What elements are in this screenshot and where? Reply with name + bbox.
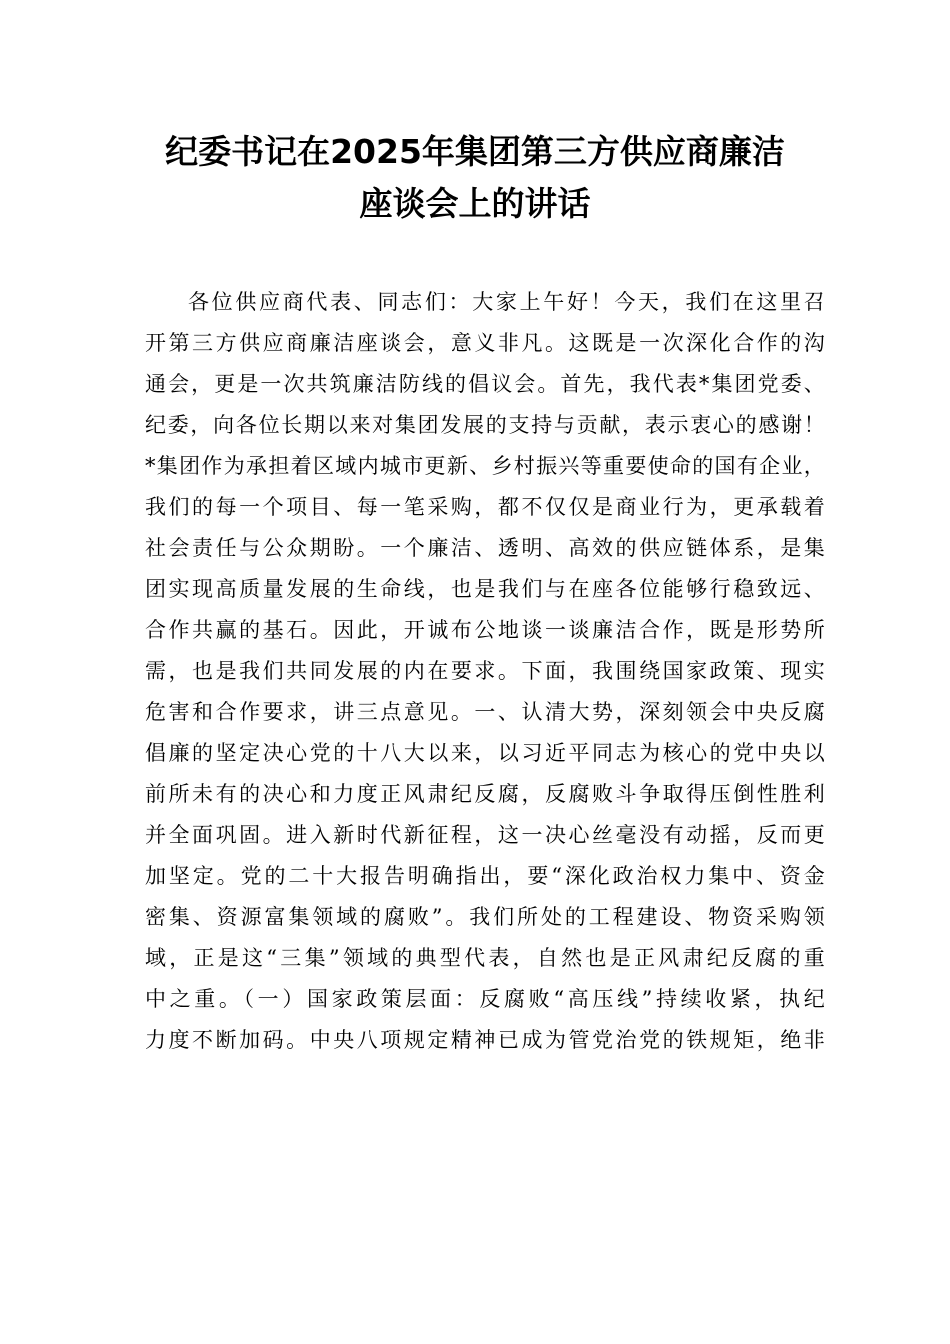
body-line: 各位供应商代表、同志们：大家上午好！今天，我们在这里召 [188,290,825,314]
body-line: 并全面巩固。进入新时代新征程，这一决心丝毫没有动摇，反而更 [145,823,825,847]
body-line: 力度不断加码。中央八项规定精神已成为管党治党的铁规矩，绝非 [145,1028,825,1052]
body-line: 中之重。（一）国家政策层面：反腐败“高压线”持续收紧，执纪 [145,987,825,1011]
body-line: 我们的每一个项目、每一笔采购，都不仅仅是商业行为，更承载着 [145,495,825,519]
body-line: 加坚定。党的二十大报告明确指出，要“深化政治权力集中、资金 [145,864,825,888]
body-line: 需，也是我们共同发展的内在要求。下面，我围绕国家政策、现实 [145,659,825,683]
title-line-2: 座谈会上的讲话 [359,184,591,223]
body-line: 合作共赢的基石。因此，开诚布公地谈一谈廉洁合作，既是形势所 [145,618,825,642]
title-line-1: 纪委书记在2025年集团第三方供应商廉洁 [165,132,785,171]
body-line: 开第三方供应商廉洁座谈会，意义非凡。这既是一次深化合作的沟 [145,331,825,355]
body-line: 通会，更是一次共筑廉洁防线的倡议会。首先，我代表*集团党委、 [145,372,825,396]
body-line: 域，正是这“三集”领域的典型代表，自然也是正风肃纪反腐的重 [145,946,825,970]
body-line: 危害和合作要求，讲三点意见。一、认清大势，深刻领会中央反腐 [145,700,825,724]
body-line: 团实现高质量发展的生命线，也是我们与在座各位能够行稳致远、 [145,577,825,601]
body-line: 前所未有的决心和力度正风肃纪反腐，反腐败斗争取得压倒性胜利 [145,782,825,806]
document-title [0,126,950,230]
body-line: 纪委，向各位长期以来对集团发展的支持与贡献，表示衷心的感谢！ [145,413,825,437]
speech-body [145,282,825,1061]
body-line: 密集、资源富集领域的腐败”。我们所处的工程建设、物资采购领 [145,905,825,929]
body-line: 倡廉的坚定决心党的十八大以来，以习近平同志为核心的党中央以 [145,741,825,765]
body-line: 社会责任与公众期盼。一个廉洁、透明、高效的供应链体系，是集 [145,536,825,560]
body-line: *集团作为承担着区域内城市更新、乡村振兴等重要使命的国有企业， [145,454,825,478]
